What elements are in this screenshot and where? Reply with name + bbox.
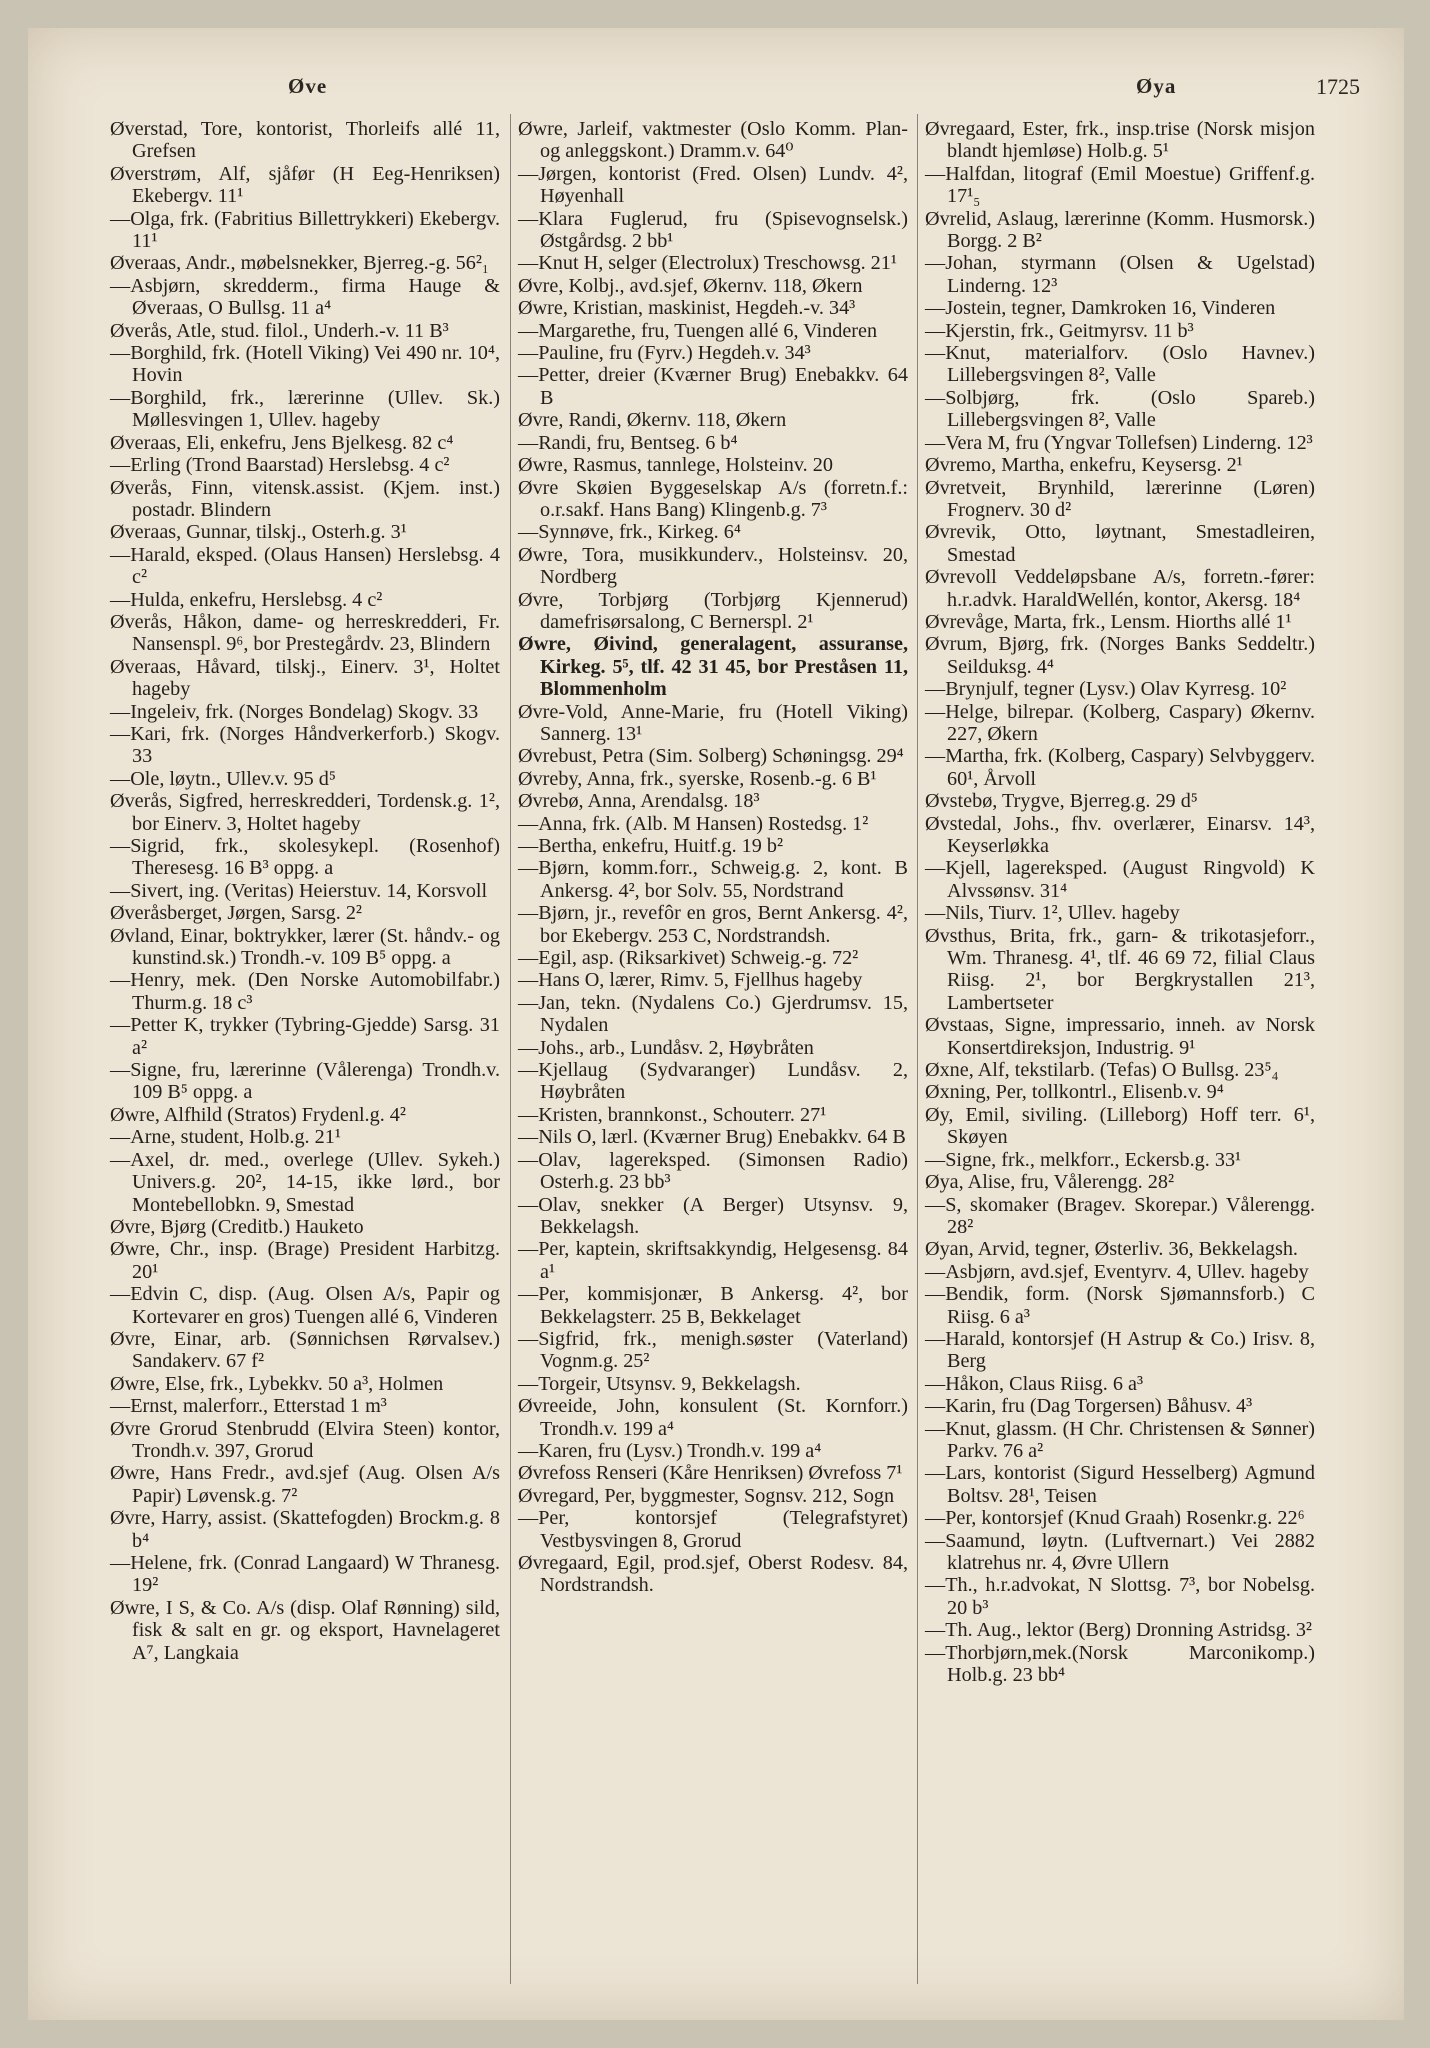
directory-entry: —Thorbjørn,mek.(Norsk Marconikomp.) Holb.g. 23 bb⁴ xyxy=(925,1641,1315,1687)
directory-entry: Øwre, Chr., insp. (Brage) President Harbitzg. 20¹ xyxy=(110,1238,500,1283)
directory-entry: Øvrum, Bjørg, frk. (Norges Banks Seddeltr.) Seilduksg. 4⁴ xyxy=(925,633,1315,678)
directory-entry: —Henry, mek. (Den Norske Automobilfabr.) Thurm.g. 18 c³ xyxy=(110,969,500,1014)
directory-entry: Øvrevoll Veddeløpsbane A/s, forretn.-fører: h.r.advk. HaraldWellén, kontor, Akersg. 18⁴ xyxy=(925,566,1315,611)
directory-entry: —Jostein, tegner, Damkroken 16, Vinderen xyxy=(925,297,1276,320)
directory-entry: Øvregard, Per, byggmester, Sognsv. 212, Sogn xyxy=(518,1484,895,1507)
directory-entry: —Bertha, enkefru, Huitf.g. 19 b² xyxy=(518,835,784,857)
directory-entry: —Harald, kontorsjef (H Astrup & Co.) Irisv. 8, Berg xyxy=(925,1327,1315,1373)
directory-entry: —Th. Aug., lektor (Berg) Dronning Astridsg. 3² xyxy=(925,1619,1312,1642)
directory-entry: Øwre, Tora, musikkunderv., Holsteinsv. 20, Nordberg xyxy=(518,543,908,589)
directory-entry: —Solbjørg, frk. (Oslo Spareb.) Lillebergsvingen 8², Valle xyxy=(925,386,1315,432)
directory-entry: Øvre, Einar, arb. (Sønnichsen Rørvalsev.) Sandakerv. 67 f² xyxy=(110,1327,500,1373)
directory-entry: —Bendik, form. (Norsk Sjømannsforb.) C Riisg. 6 a³ xyxy=(925,1283,1315,1328)
directory-entry: Øverås, Sigfred, herreskredderi, Tordensk.g. 1², bor Einerv. 3, Holtet hageby xyxy=(110,790,500,835)
column-1 xyxy=(110,118,500,1664)
column-3 xyxy=(925,118,1315,1686)
directory-entry: Øverstad, Tore, kontorist, Thorleifs allé 11, Grefsen xyxy=(110,118,500,163)
column-divider xyxy=(917,114,918,1984)
directory-entry: —Sigfrid, frk., menigh.søster (Vaterland) Vognm.g. 25² xyxy=(518,1327,908,1373)
directory-entry: —Knut, materialforv. (Oslo Havnev.) Lillebergsvingen 8², Valle xyxy=(925,342,1315,387)
directory-entry: Øveraas, Håvard, tilskj., Einerv. 3¹, Holtet hageby xyxy=(110,655,500,701)
directory-entry: Øverås, Atle, stud. filol., Underh.-v. 11 B³ xyxy=(110,319,449,342)
directory-entry: —Ingeleiv, frk. (Norges Bondelag) Skogv. 33 xyxy=(110,700,479,723)
directory-entry: Øveråsberget, Jørgen, Sarsg. 2² xyxy=(110,902,362,925)
directory-entry: Øveraas, Gunnar, tilskj., Osterh.g. 3¹ xyxy=(110,521,407,544)
directory-entry: Øvre, Randi, Økernv. 118, Økern xyxy=(518,409,787,432)
directory-entry: Øvsthus, Brita, frk., garn- & trikotasjeforr., Wm. Thranesg. 4¹, tlf. 46 69 72, filial Claus Riisg. 2¹, bor Bergkrystallen 21³, Lambertseter xyxy=(925,924,1315,1014)
running-head-left: Øve xyxy=(288,74,328,98)
directory-entry: —Per, kaptein, skriftsakkyndig, Helgesensg. 84 a¹ xyxy=(518,1238,908,1283)
directory-entry: —Knut, glassm. (H Chr. Christensen & Sønner) Parkv. 76 a² xyxy=(925,1417,1315,1462)
running-head-right: Øya xyxy=(1136,74,1177,98)
directory-entry: —Sigrid, frk., skolesykepl. (Rosenhof) Theresesg. 16 B³ oppg. a xyxy=(110,835,500,880)
directory-entry: —Asbjørn, avd.sjef, Eventyrv. 4, Ullev. hageby xyxy=(925,1260,1309,1283)
directory-entry: Øwre, Else, frk., Lybekkv. 50 a³, Holmen xyxy=(110,1372,444,1395)
directory-entry: —Signe, frk., melkforr., Eckersb.g. 33¹ xyxy=(925,1148,1242,1171)
directory-entry: —Jan, tekn. (Nydalens Co.) Gjerdrumsv. 15, Nydalen xyxy=(518,991,908,1037)
directory-entry: Øvrebust, Petra (Sim. Solberg) Schøningsg. 29⁴ xyxy=(518,745,904,768)
directory-entry: —Karin, fru (Dag Torgersen) Båhusv. 4³ xyxy=(925,1395,1253,1418)
directory-entry: —Erling (Trond Baarstad) Herslebsg. 4 c² xyxy=(110,454,450,477)
directory-entry: —Borghild, frk. (Hotell Viking) Vei 490 nr. 10⁴, Hovin xyxy=(110,342,500,387)
directory-entry: Øwre, Hans Fredr., avd.sjef (Aug. Olsen A/s Papir) Løvensk.g. 7² xyxy=(110,1462,500,1507)
directory-entry: —Nils O, lærl. (Kværner Brug) Enebakkv. 64 B xyxy=(518,1126,906,1149)
directory-entry: —S, skomaker (Bragev. Skorepar.) Vålerengg. 28² xyxy=(925,1193,1315,1238)
directory-entry: —Halfdan, litograf (Emil Moestue) Griffenf.g. 17¹₅ xyxy=(925,162,1315,208)
directory-entry: Øverstrøm, Alf, sjåfør (H Eeg-Henriksen) Ekebergv. 11¹ xyxy=(110,162,500,208)
directory-entry: —Th., h.r.advokat, N Slottsg. 7³, bor Nobelsg. 20 b³ xyxy=(925,1574,1315,1619)
directory-entry: Øvrefoss Renseri (Kåre Henriksen) Øvrefoss 7¹ xyxy=(518,1462,903,1485)
directory-entry: —Klara Fuglerud, fru (Spisevognselsk.) Østgårdsg. 2 bb¹ xyxy=(518,207,908,253)
directory-entry: —Kari, frk. (Norges Håndverkerforb.) Skogv. 33 xyxy=(110,722,500,768)
directory-entry: —Signe, fru, lærerinne (Vålerenga) Trondh.v. 109 B⁵ oppg. a xyxy=(110,1059,500,1104)
directory-entry: Øvre, Kolbj., avd.sjef, Økernv. 118, Økern xyxy=(518,274,863,297)
directory-entry: Øveraas, Eli, enkefru, Jens Bjelkesg. 82 c⁴ xyxy=(110,431,454,454)
directory-entry: —Margarethe, fru, Tuengen allé 6, Vinderen xyxy=(518,319,878,342)
directory-entry: Øya, Alise, fru, Vålerengg. 28² xyxy=(925,1171,1174,1194)
directory-entry: —Kjell, lagereksped. (August Ringvold) K Alvssønsv. 31⁴ xyxy=(925,857,1315,902)
directory-entry: Øwre, Kristian, maskinist, Hegdeh.-v. 34³ xyxy=(518,297,856,320)
directory-entry: —Hulda, enkefru, Herslebsg. 4 c² xyxy=(110,588,383,611)
directory-entry: —Brynjulf, tegner (Lysv.) Olav Kyrresg. 10² xyxy=(925,678,1287,701)
directory-entry: —Randi, fru, Bentseg. 6 b⁴ xyxy=(518,431,738,454)
directory-entry: —Kjerstin, frk., Geitmyrsv. 11 b³ xyxy=(925,319,1194,342)
directory-entry: —Hans O, lærer, Rimv. 5, Fjellhus hageby xyxy=(518,969,863,992)
directory-entry: Øvrebø, Anna, Arendalsg. 18³ xyxy=(518,790,760,813)
directory-entry: —Pauline, fru (Fyrv.) Hegdeh.v. 34³ xyxy=(518,342,811,365)
directory-entry: —Kristen, brannkonst., Schouterr. 27¹ xyxy=(518,1103,827,1126)
directory-entry: Øvreby, Anna, frk., syerske, Rosenb.-g. 6 B¹ xyxy=(518,767,877,790)
directory-entry: —Synnøve, frk., Kirkeg. 6⁴ xyxy=(518,521,741,544)
directory-entry: —Helene, frk. (Conrad Langaard) W Thranesg. 19² xyxy=(110,1552,500,1597)
directory-entry: Øvre Skøien Byggeselskap A/s (forretn.f.: o.r.sakf. Hans Bang) Klingenb.g. 7³ xyxy=(518,476,908,521)
directory-entry: —Martha, frk. (Kolberg, Caspary) Selvbyggerv. 60¹, Årvoll xyxy=(925,745,1315,790)
directory-entry: —Anna, frk. (Alb. M Hansen) Rostedsg. 1² xyxy=(518,812,869,835)
directory-entry: Øvland, Einar, boktrykker, lærer (St. håndv.- og kunstind.sk.) Trondh.-v. 109 B⁵ oppg. a xyxy=(110,924,500,970)
directory-entry: —Borghild, frk., lærerinne (Ullev. Sk.) Møllesvingen 1, Ullev. hageby xyxy=(110,386,500,432)
directory-entry: —Per, kommisjonær, B Ankersg. 4², bor Bekkelagsterr. 25 B, Bekkelaget xyxy=(518,1283,908,1328)
directory-page xyxy=(28,28,1404,2020)
directory-entry: Øvre Grorud Stenbrudd (Elvira Steen) kontor, Trondh.v. 397, Grorud xyxy=(110,1417,500,1462)
directory-entry: —Per, kontorsjef (Telegrafstyret) Vestbysvingen 8, Grorud xyxy=(518,1507,908,1552)
directory-entry: Øvrelid, Aslaug, lærerinne (Komm. Husmorsk.) Borgg. 2 B² xyxy=(925,207,1315,253)
directory-entry: —Karen, fru (Lysv.) Trondh.v. 199 a⁴ xyxy=(518,1439,822,1462)
directory-entry: —Ole, løytn., Ullev.v. 95 d⁵ xyxy=(110,767,336,790)
directory-entry: —Olav, snekker (A Berger) Utsynsv. 9, Bekkelagsh. xyxy=(518,1193,908,1238)
directory-entry: —Johan, styrmann (Olsen & Ugelstad) Linderng. 12³ xyxy=(925,252,1315,297)
directory-entry: —Håkon, Claus Riisg. 6 a³ xyxy=(925,1372,1144,1395)
directory-entry: Øvregaard, Egil, prod.sjef, Oberst Rodesv. 84, Nordstrandsh. xyxy=(518,1552,908,1597)
directory-entry: —Petter K, trykker (Tybring-Gjedde) Sarsg. 31 a² xyxy=(110,1014,500,1059)
directory-entry: Øvre, Bjørg (Creditb.) Hauketo xyxy=(110,1215,364,1238)
directory-entry: Øveraas, Andr., møbelsnekker, Bjerreg.-g. 56²₁ xyxy=(110,252,489,275)
directory-entry: —Arne, student, Holb.g. 21¹ xyxy=(110,1126,341,1149)
directory-entry: Øvre-Vold, Anne-Marie, fru (Hotell Viking) Sannerg. 13¹ xyxy=(518,700,908,745)
directory-entry: —Vera M, fru (Yngvar Tollefsen) Linderng. 12³ xyxy=(925,431,1313,454)
directory-entry: —Lars, kontorist (Sigurd Hesselberg) Agmund Boltsv. 28¹, Teisen xyxy=(925,1462,1315,1507)
directory-entry: Øvre, Harry, assist. (Skattefogden) Brockm.g. 8 b⁴ xyxy=(110,1507,500,1552)
directory-entry: —Bjørn, jr., revefôr en gros, Bernt Ankersg. 4², bor Ekebergv. 253 C, Nordstrandsh. xyxy=(518,902,908,947)
directory-entry: —Petter, dreier (Kværner Brug) Enebakkv. 64 B xyxy=(518,364,908,409)
directory-entry: Øwre, I S, & Co. A/s (disp. Olaf Rønning) sild, fisk & salt en gr. og eksport, Havnelageret A⁷, Langkaia xyxy=(110,1596,500,1664)
directory-entry: —Sivert, ing. (Veritas) Heierstuv. 14, Korsvoll xyxy=(110,879,488,902)
directory-entry: Øvstebø, Trygve, Bjerreg.g. 29 d⁵ xyxy=(925,790,1198,813)
directory-entry: —Kjellaug (Sydvaranger) Lundåsv. 2, Høybråten xyxy=(518,1059,908,1104)
directory-entry: —Edvin C, disp. (Aug. Olsen A/s, Papir og Kortevarer en gros) Tuengen allé 6, Vinderen xyxy=(110,1283,500,1328)
directory-entry: Øxne, Alf, tekstilarb. (Tefas) O Bullsg. 23⁵₄ xyxy=(925,1059,1279,1082)
directory-entry: —Torgeir, Utsynsv. 9, Bekkelagsh. xyxy=(518,1372,801,1395)
directory-entry: Øverås, Finn, vitensk.assist. (Kjem. inst.) postadr. Blindern xyxy=(110,476,500,521)
directory-entry: Øxning, Per, tollkontrl., Elisenb.v. 9⁴ xyxy=(925,1081,1224,1104)
directory-entry: Øvrevik, Otto, løytnant, Smestadleiren, Smestad xyxy=(925,521,1315,566)
column-divider xyxy=(510,114,511,1984)
directory-entry: —Bjørn, komm.forr., Schweig.g. 2, kont. B Ankersg. 4², bor Solv. 55, Nordstrand xyxy=(518,857,908,902)
page-number: 1725 xyxy=(1316,74,1360,99)
directory-entry: —Nils, Tiurv. 1², Ullev. hageby xyxy=(925,902,1180,925)
directory-entry: —Jørgen, kontorist (Fred. Olsen) Lundv. 4², Høyenhall xyxy=(518,162,908,208)
directory-entry: —Egil, asp. (Riksarkivet) Schweig.-g. 72² xyxy=(518,947,859,970)
directory-entry: Øvregaard, Ester, frk., insp.trise (Norsk misjon blandt hjemløse) Holb.g. 5¹ xyxy=(925,118,1315,163)
directory-entry: Øyan, Arvid, tegner, Østerliv. 36, Bekkelagsh. xyxy=(925,1238,1298,1261)
directory-entry: Øvretveit, Brynhild, lærerinne (Løren) Frognerv. 30 d² xyxy=(925,476,1315,521)
directory-entry: —Per, kontorsjef (Knud Graah) Rosenkr.g. 22⁶ xyxy=(925,1507,1305,1530)
directory-entry: —Ernst, malerforr., Etterstad 1 m³ xyxy=(110,1395,387,1418)
directory-entry: —Axel, dr. med., overlege (Ullev. Sykeh.) Univers.g. 20², 14-15, ikke lørd., bor Montebellobkn. 9, Smestad xyxy=(110,1148,500,1216)
column-2 xyxy=(518,118,908,1597)
directory-entry: Øverås, Håkon, dame- og herreskredderi, Fr. Nansenspl. 9⁶, bor Prestegårdv. 23, Blindern xyxy=(110,610,500,656)
directory-entry: —Olav, lagereksped. (Simonsen Radio) Osterh.g. 23 bb³ xyxy=(518,1148,908,1194)
directory-entry: —Olga, frk. (Fabritius Billettrykkeri) Ekebergv. 11¹ xyxy=(110,207,500,253)
directory-entry: Øy, Emil, siviling. (Lilleborg) Hoff terr. 6¹, Skøyen xyxy=(925,1103,1315,1149)
directory-entry: —Helge, bilrepar. (Kolberg, Caspary) Økernv. 227, Økern xyxy=(925,700,1315,745)
directory-entry: —Harald, eksped. (Olaus Hansen) Herslebsg. 4 c² xyxy=(110,543,500,589)
directory-entry: Øvstaas, Signe, impressario, inneh. av Norsk Konsertdireksjon, Industrig. 9¹ xyxy=(925,1014,1315,1059)
directory-entry: Øwre, Alfhild (Stratos) Frydenl.g. 4² xyxy=(110,1103,406,1126)
directory-entry: Øvrevåge, Marta, frk., Lensm. Hiorths allé 1¹ xyxy=(925,610,1292,633)
directory-entry: Øvreeide, John, konsulent (St. Kornforr.) Trondh.v. 199 a⁴ xyxy=(518,1395,908,1440)
directory-entry: —Knut H, selger (Electrolux) Treschowsg. 21¹ xyxy=(518,252,897,275)
directory-entry: Øwre, Øivind, generalagent, assuranse, Kirkeg. 5⁵, tlf. 42 31 45, bor Preståsen 11, Blommenholm xyxy=(518,633,908,701)
directory-entry: —Johs., arb., Lundåsv. 2, Høybråten xyxy=(518,1036,814,1059)
directory-entry: Øwre, Jarleif, vaktmester (Oslo Komm. Plan- og anleggskont.) Dramm.v. 64⁰ xyxy=(518,118,908,163)
directory-entry: —Asbjørn, skredderm., firma Hauge & Øveraas, O Bullsg. 11 a⁴ xyxy=(110,274,500,320)
directory-entry: Øvre, Torbjørg (Torbjørg Kjennerud) damefrisørsalong, C Bernerspl. 2¹ xyxy=(518,588,908,633)
directory-entry: Øvremo, Martha, enkefru, Keysersg. 2¹ xyxy=(925,454,1243,477)
directory-entry: —Saamund, løytn. (Luftvernart.) Vei 2882 klatrehus nr. 4, Øvre Ullern xyxy=(925,1529,1315,1574)
directory-entry: Øwre, Rasmus, tannlege, Holsteinv. 20 xyxy=(518,454,833,477)
directory-entry: Øvstedal, Johs., fhv. overlærer, Einarsv. 14³, Keyserløkka xyxy=(925,812,1315,857)
